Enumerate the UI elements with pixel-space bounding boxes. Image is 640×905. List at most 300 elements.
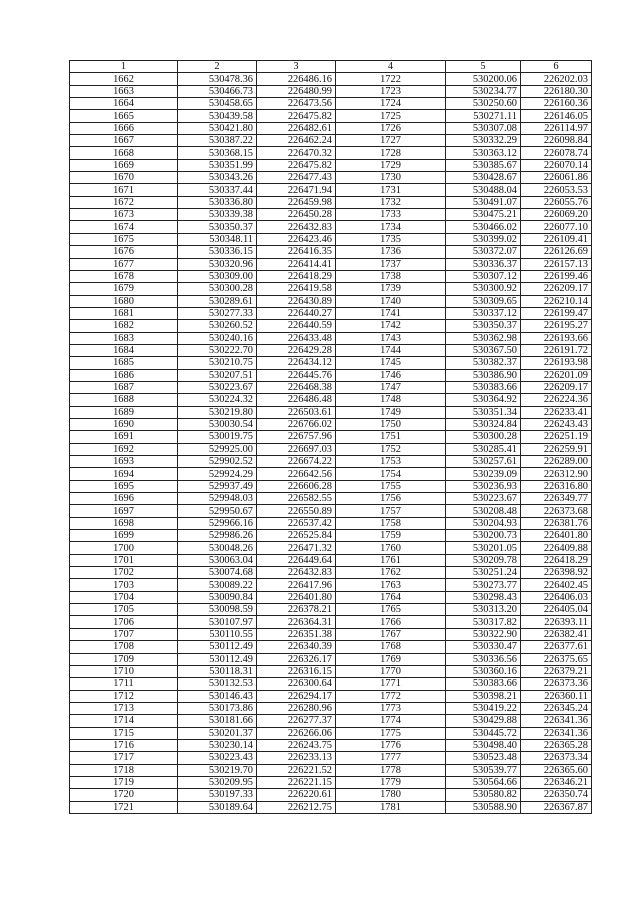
table-cell: 226209.17 bbox=[521, 283, 592, 295]
table-cell: 530466.73 bbox=[178, 85, 257, 97]
table-cell: 1687 bbox=[70, 381, 178, 393]
table-cell: 530300.92 bbox=[446, 283, 521, 295]
table-row bbox=[70, 764, 592, 776]
table-cell: 530343.26 bbox=[178, 172, 257, 184]
table-cell: 1724 bbox=[336, 98, 446, 110]
table-cell: 530588.90 bbox=[446, 801, 521, 813]
table-cell: 226471.32 bbox=[257, 542, 336, 554]
table-row bbox=[70, 196, 592, 208]
table-cell: 530383.66 bbox=[446, 678, 521, 690]
table-cell: 530239.09 bbox=[446, 468, 521, 480]
table-cell: 226757.96 bbox=[257, 431, 336, 443]
table-row bbox=[70, 320, 592, 332]
table-cell: 530351.99 bbox=[178, 159, 257, 171]
table-cell: 1676 bbox=[70, 246, 178, 258]
table-cell: 530209.95 bbox=[178, 776, 257, 788]
table-cell: 226429.28 bbox=[257, 344, 336, 356]
table-cell: 226078.74 bbox=[521, 147, 592, 159]
table-cell: 226365.60 bbox=[521, 764, 592, 776]
table-cell: 1770 bbox=[336, 665, 446, 677]
table-cell: 1677 bbox=[70, 258, 178, 270]
table-cell: 1781 bbox=[336, 801, 446, 813]
table-cell: 226360.11 bbox=[521, 690, 592, 702]
table-cell: 530324.84 bbox=[446, 418, 521, 430]
table-row bbox=[70, 332, 592, 344]
table-cell: 226697.03 bbox=[257, 443, 336, 455]
table-cell: 226766.02 bbox=[257, 418, 336, 430]
table-cell: 530313.20 bbox=[446, 604, 521, 616]
table-cell: 530240.16 bbox=[178, 332, 257, 344]
table-cell: 530445.72 bbox=[446, 727, 521, 739]
table-cell: 226280.96 bbox=[257, 702, 336, 714]
table-cell: 530207.51 bbox=[178, 369, 257, 381]
table-cell: 226405.04 bbox=[521, 604, 592, 616]
table-cell: 530307.12 bbox=[446, 270, 521, 282]
table-row bbox=[70, 493, 592, 505]
table-cell: 1709 bbox=[70, 653, 178, 665]
table-cell: 226432.83 bbox=[257, 221, 336, 233]
table-cell: 226430.89 bbox=[257, 295, 336, 307]
table-cell: 1735 bbox=[336, 233, 446, 245]
table-cell: 1736 bbox=[336, 246, 446, 258]
table-row bbox=[70, 752, 592, 764]
table-cell: 1700 bbox=[70, 542, 178, 554]
table-cell: 530491.07 bbox=[446, 196, 521, 208]
table-cell: 1691 bbox=[70, 431, 178, 443]
table-cell: 1731 bbox=[336, 184, 446, 196]
table-cell: 226210.14 bbox=[521, 295, 592, 307]
table-cell: 529948.03 bbox=[178, 493, 257, 505]
table-cell: 226550.89 bbox=[257, 505, 336, 517]
table-cell: 1727 bbox=[336, 135, 446, 147]
table-cell: 530273.77 bbox=[446, 579, 521, 591]
table-body bbox=[70, 73, 592, 814]
table-cell: 1745 bbox=[336, 357, 446, 369]
table-cell: 530466.02 bbox=[446, 221, 521, 233]
table-cell: 530332.29 bbox=[446, 135, 521, 147]
table-cell: 530219.70 bbox=[178, 764, 257, 776]
table-cell: 1712 bbox=[70, 690, 178, 702]
table-cell: 530385.67 bbox=[446, 159, 521, 171]
table-cell: 1751 bbox=[336, 431, 446, 443]
table-cell: 1758 bbox=[336, 517, 446, 529]
table-cell: 530458.65 bbox=[178, 98, 257, 110]
table-cell: 530098.59 bbox=[178, 604, 257, 616]
table-cell: 530089.22 bbox=[178, 579, 257, 591]
table-cell: 1666 bbox=[70, 122, 178, 134]
table-cell: 1764 bbox=[336, 591, 446, 603]
table-cell: 530300.28 bbox=[178, 283, 257, 295]
table-row bbox=[70, 727, 592, 739]
table-cell: 530372.07 bbox=[446, 246, 521, 258]
table-cell: 530189.64 bbox=[178, 801, 257, 813]
table-cell: 530330.47 bbox=[446, 641, 521, 653]
table-cell: 226382.41 bbox=[521, 628, 592, 640]
table-cell: 1763 bbox=[336, 579, 446, 591]
table-cell: 1707 bbox=[70, 628, 178, 640]
table-row bbox=[70, 159, 592, 171]
table-cell: 1705 bbox=[70, 604, 178, 616]
table-row bbox=[70, 431, 592, 443]
table-cell: 1765 bbox=[336, 604, 446, 616]
table-cell: 1715 bbox=[70, 727, 178, 739]
table-cell: 529925.00 bbox=[178, 443, 257, 455]
table-cell: 530110.55 bbox=[178, 628, 257, 640]
table-cell: 1753 bbox=[336, 456, 446, 468]
table-cell: 530112.49 bbox=[178, 641, 257, 653]
table-row bbox=[70, 530, 592, 542]
table-cell: 226114.97 bbox=[521, 122, 592, 134]
table-cell: 530030.54 bbox=[178, 418, 257, 430]
table-cell: 530382.37 bbox=[446, 357, 521, 369]
table-row bbox=[70, 369, 592, 381]
table-cell: 530336.15 bbox=[178, 246, 257, 258]
table-cell: 226077.10 bbox=[521, 221, 592, 233]
table-cell: 1689 bbox=[70, 406, 178, 418]
table-row bbox=[70, 246, 592, 258]
table-row bbox=[70, 221, 592, 233]
table-cell: 226209.17 bbox=[521, 381, 592, 393]
table-row bbox=[70, 678, 592, 690]
column-header: 1 bbox=[70, 61, 178, 73]
table-cell: 226440.27 bbox=[257, 307, 336, 319]
table-cell: 530309.00 bbox=[178, 270, 257, 282]
table-cell: 530298.43 bbox=[446, 591, 521, 603]
table-cell: 530307.08 bbox=[446, 122, 521, 134]
table-cell: 530200.73 bbox=[446, 530, 521, 542]
table-row bbox=[70, 122, 592, 134]
table-cell: 226414.41 bbox=[257, 258, 336, 270]
table-row bbox=[70, 715, 592, 727]
table-cell: 529902.52 bbox=[178, 456, 257, 468]
table-cell: 530351.34 bbox=[446, 406, 521, 418]
table-cell: 226195.27 bbox=[521, 320, 592, 332]
table-cell: 1776 bbox=[336, 739, 446, 751]
table-cell: 1673 bbox=[70, 209, 178, 221]
table-cell: 1732 bbox=[336, 196, 446, 208]
table-cell: 226070.14 bbox=[521, 159, 592, 171]
table-cell: 1662 bbox=[70, 73, 178, 85]
table-cell: 530285.41 bbox=[446, 443, 521, 455]
table-row bbox=[70, 554, 592, 566]
table-cell: 226537.42 bbox=[257, 517, 336, 529]
table-cell: 1748 bbox=[336, 394, 446, 406]
table-row bbox=[70, 418, 592, 430]
table-cell: 530223.67 bbox=[178, 381, 257, 393]
table-cell: 226345.24 bbox=[521, 702, 592, 714]
table-cell: 1688 bbox=[70, 394, 178, 406]
table-cell: 226312.90 bbox=[521, 468, 592, 480]
table-cell: 226475.82 bbox=[257, 110, 336, 122]
table-row bbox=[70, 295, 592, 307]
table-cell: 1740 bbox=[336, 295, 446, 307]
table-cell: 226449.64 bbox=[257, 554, 336, 566]
table-cell: 226251.19 bbox=[521, 431, 592, 443]
table-cell: 1702 bbox=[70, 567, 178, 579]
table-cell: 530350.37 bbox=[178, 221, 257, 233]
table-cell: 530320.96 bbox=[178, 258, 257, 270]
table-cell: 530364.92 bbox=[446, 394, 521, 406]
table-cell: 530250.60 bbox=[446, 98, 521, 110]
table-cell: 226401.80 bbox=[257, 591, 336, 603]
table-cell: 529924.29 bbox=[178, 468, 257, 480]
table-cell: 226212.75 bbox=[257, 801, 336, 813]
table-cell: 530337.12 bbox=[446, 307, 521, 319]
table-cell: 226233.41 bbox=[521, 406, 592, 418]
column-header: 4 bbox=[336, 61, 446, 73]
table-cell: 1714 bbox=[70, 715, 178, 727]
table-cell: 530348.11 bbox=[178, 233, 257, 245]
table-cell: 226381.76 bbox=[521, 517, 592, 529]
table-row bbox=[70, 542, 592, 554]
table-cell: 226146.05 bbox=[521, 110, 592, 122]
table-cell: 530118.31 bbox=[178, 665, 257, 677]
table-cell: 226462.24 bbox=[257, 135, 336, 147]
table-cell: 226432.83 bbox=[257, 567, 336, 579]
table-cell: 226201.09 bbox=[521, 369, 592, 381]
table-row bbox=[70, 579, 592, 591]
table-cell: 226642.56 bbox=[257, 468, 336, 480]
table-cell: 1749 bbox=[336, 406, 446, 418]
table-cell: 530107.97 bbox=[178, 616, 257, 628]
table-cell: 1665 bbox=[70, 110, 178, 122]
table-cell: 226470.32 bbox=[257, 147, 336, 159]
table-cell: 226418.29 bbox=[521, 554, 592, 566]
table-cell: 226418.29 bbox=[257, 270, 336, 282]
table-cell: 530429.88 bbox=[446, 715, 521, 727]
table-cell: 226468.38 bbox=[257, 381, 336, 393]
table-row bbox=[70, 702, 592, 714]
table-cell: 1743 bbox=[336, 332, 446, 344]
table-cell: 226423.46 bbox=[257, 233, 336, 245]
table-cell: 530363.12 bbox=[446, 147, 521, 159]
table-cell: 1678 bbox=[70, 270, 178, 282]
table-cell: 530350.37 bbox=[446, 320, 521, 332]
table-cell: 226199.47 bbox=[521, 307, 592, 319]
table-cell: 1704 bbox=[70, 591, 178, 603]
table-cell: 1716 bbox=[70, 739, 178, 751]
column-header: 5 bbox=[446, 61, 521, 73]
table-cell: 1708 bbox=[70, 641, 178, 653]
table-cell: 530317.82 bbox=[446, 616, 521, 628]
table-cell: 530367.50 bbox=[446, 344, 521, 356]
table-cell: 226340.39 bbox=[257, 641, 336, 653]
table-cell: 226098.84 bbox=[521, 135, 592, 147]
table-cell: 226606.28 bbox=[257, 480, 336, 492]
table-cell: 530386.90 bbox=[446, 369, 521, 381]
table-cell: 530289.61 bbox=[178, 295, 257, 307]
table-cell: 1679 bbox=[70, 283, 178, 295]
table-cell: 226193.98 bbox=[521, 357, 592, 369]
table-cell: 226316.15 bbox=[257, 665, 336, 677]
table-cell: 226445.76 bbox=[257, 369, 336, 381]
table-cell: 530132.53 bbox=[178, 678, 257, 690]
table-row bbox=[70, 381, 592, 393]
column-header: 6 bbox=[521, 61, 592, 73]
table-cell: 1699 bbox=[70, 530, 178, 542]
table-row bbox=[70, 468, 592, 480]
table-cell: 1668 bbox=[70, 147, 178, 159]
table-cell: 1739 bbox=[336, 283, 446, 295]
table-cell: 226375.65 bbox=[521, 653, 592, 665]
table-cell: 530277.33 bbox=[178, 307, 257, 319]
table-cell: 530210.75 bbox=[178, 357, 257, 369]
table-cell: 1747 bbox=[336, 381, 446, 393]
table-cell: 1672 bbox=[70, 196, 178, 208]
table-cell: 226525.84 bbox=[257, 530, 336, 542]
table-cell: 1682 bbox=[70, 320, 178, 332]
table-row bbox=[70, 480, 592, 492]
table-cell: 1780 bbox=[336, 789, 446, 801]
table-cell: 530063.04 bbox=[178, 554, 257, 566]
table-cell: 1752 bbox=[336, 443, 446, 455]
table-cell: 529950.67 bbox=[178, 505, 257, 517]
table-cell: 1738 bbox=[336, 270, 446, 282]
table-row bbox=[70, 135, 592, 147]
table-cell: 1726 bbox=[336, 122, 446, 134]
table-cell: 1720 bbox=[70, 789, 178, 801]
table-cell: 530204.93 bbox=[446, 517, 521, 529]
table-cell: 530224.32 bbox=[178, 394, 257, 406]
table-cell: 226266.06 bbox=[257, 727, 336, 739]
table-cell: 530222.70 bbox=[178, 344, 257, 356]
table-cell: 226346.21 bbox=[521, 776, 592, 788]
table-cell: 226486.48 bbox=[257, 394, 336, 406]
table-cell: 1686 bbox=[70, 369, 178, 381]
table-cell: 1769 bbox=[336, 653, 446, 665]
table-cell: 226503.61 bbox=[257, 406, 336, 418]
table-cell: 1774 bbox=[336, 715, 446, 727]
table-cell: 530475.21 bbox=[446, 209, 521, 221]
table-cell: 226199.46 bbox=[521, 270, 592, 282]
table-cell: 530234.77 bbox=[446, 85, 521, 97]
table-row bbox=[70, 85, 592, 97]
table-cell: 226202.03 bbox=[521, 73, 592, 85]
table-row bbox=[70, 73, 592, 85]
table-cell: 226377.61 bbox=[521, 641, 592, 653]
table-cell: 226349.77 bbox=[521, 493, 592, 505]
table-cell: 1698 bbox=[70, 517, 178, 529]
table-cell: 226480.99 bbox=[257, 85, 336, 97]
table-cell: 226402.45 bbox=[521, 579, 592, 591]
table-cell: 1667 bbox=[70, 135, 178, 147]
table-cell: 1721 bbox=[70, 801, 178, 813]
table-cell: 1681 bbox=[70, 307, 178, 319]
table-cell: 226582.55 bbox=[257, 493, 336, 505]
table-cell: 530257.61 bbox=[446, 456, 521, 468]
table-cell: 1694 bbox=[70, 468, 178, 480]
table-cell: 226473.56 bbox=[257, 98, 336, 110]
table-cell: 530564.66 bbox=[446, 776, 521, 788]
table-cell: 1706 bbox=[70, 616, 178, 628]
table-cell: 1775 bbox=[336, 727, 446, 739]
table-cell: 530398.21 bbox=[446, 690, 521, 702]
table-cell: 1742 bbox=[336, 320, 446, 332]
table-cell: 1755 bbox=[336, 480, 446, 492]
table-cell: 226378.21 bbox=[257, 604, 336, 616]
table-cell: 226674.22 bbox=[257, 456, 336, 468]
table-cell: 226277.37 bbox=[257, 715, 336, 727]
header-row bbox=[70, 61, 592, 73]
table-cell: 530271.11 bbox=[446, 110, 521, 122]
table-cell: 530219.80 bbox=[178, 406, 257, 418]
table-cell: 530197.33 bbox=[178, 789, 257, 801]
column-header: 3 bbox=[257, 61, 336, 73]
table-cell: 1675 bbox=[70, 233, 178, 245]
table-cell: 226300.64 bbox=[257, 678, 336, 690]
table-cell: 530488.04 bbox=[446, 184, 521, 196]
table-cell: 530428.67 bbox=[446, 172, 521, 184]
table-cell: 1777 bbox=[336, 752, 446, 764]
table-cell: 226350.74 bbox=[521, 789, 592, 801]
coordinates-table bbox=[69, 60, 592, 814]
table-cell: 1684 bbox=[70, 344, 178, 356]
table-cell: 226221.52 bbox=[257, 764, 336, 776]
table-cell: 530209.78 bbox=[446, 554, 521, 566]
table-cell: 1741 bbox=[336, 307, 446, 319]
table-row bbox=[70, 443, 592, 455]
table-cell: 1664 bbox=[70, 98, 178, 110]
table-cell: 1723 bbox=[336, 85, 446, 97]
table-cell: 530523.48 bbox=[446, 752, 521, 764]
table-cell: 1669 bbox=[70, 159, 178, 171]
table-cell: 226406.03 bbox=[521, 591, 592, 603]
table-cell: 1746 bbox=[336, 369, 446, 381]
table-cell: 530339.38 bbox=[178, 209, 257, 221]
table-row bbox=[70, 505, 592, 517]
table-cell: 530201.05 bbox=[446, 542, 521, 554]
table-cell: 226126.69 bbox=[521, 246, 592, 258]
table-cell: 530146.43 bbox=[178, 690, 257, 702]
table-cell: 226450.28 bbox=[257, 209, 336, 221]
table-cell: 226180.30 bbox=[521, 85, 592, 97]
table-cell: 530048.26 bbox=[178, 542, 257, 554]
table-cell: 1719 bbox=[70, 776, 178, 788]
table-cell: 226061.86 bbox=[521, 172, 592, 184]
table-cell: 530580.82 bbox=[446, 789, 521, 801]
table-cell: 226326.17 bbox=[257, 653, 336, 665]
table-cell: 226486.16 bbox=[257, 73, 336, 85]
table-cell: 530223.67 bbox=[446, 493, 521, 505]
table-cell: 226416.35 bbox=[257, 246, 336, 258]
table-cell: 1696 bbox=[70, 493, 178, 505]
table-cell: 226316.80 bbox=[521, 480, 592, 492]
table-cell: 1697 bbox=[70, 505, 178, 517]
table-row bbox=[70, 776, 592, 788]
table-cell: 530383.66 bbox=[446, 381, 521, 393]
table-row bbox=[70, 258, 592, 270]
table-cell: 226053.53 bbox=[521, 184, 592, 196]
table-cell: 1725 bbox=[336, 110, 446, 122]
table-cell: 226393.11 bbox=[521, 616, 592, 628]
table-cell: 530336.56 bbox=[446, 653, 521, 665]
table-cell: 1692 bbox=[70, 443, 178, 455]
table-cell: 1771 bbox=[336, 678, 446, 690]
table-cell: 1663 bbox=[70, 85, 178, 97]
table-cell: 530251.24 bbox=[446, 567, 521, 579]
table-cell: 1670 bbox=[70, 172, 178, 184]
table-cell: 530300.28 bbox=[446, 431, 521, 443]
table-cell: 1717 bbox=[70, 752, 178, 764]
table-row bbox=[70, 616, 592, 628]
table-cell: 530419.22 bbox=[446, 702, 521, 714]
table-row bbox=[70, 110, 592, 122]
table-cell: 226398.92 bbox=[521, 567, 592, 579]
table-cell: 226193.66 bbox=[521, 332, 592, 344]
table-cell: 226294.17 bbox=[257, 690, 336, 702]
table-cell: 1729 bbox=[336, 159, 446, 171]
table-cell: 530019.75 bbox=[178, 431, 257, 443]
